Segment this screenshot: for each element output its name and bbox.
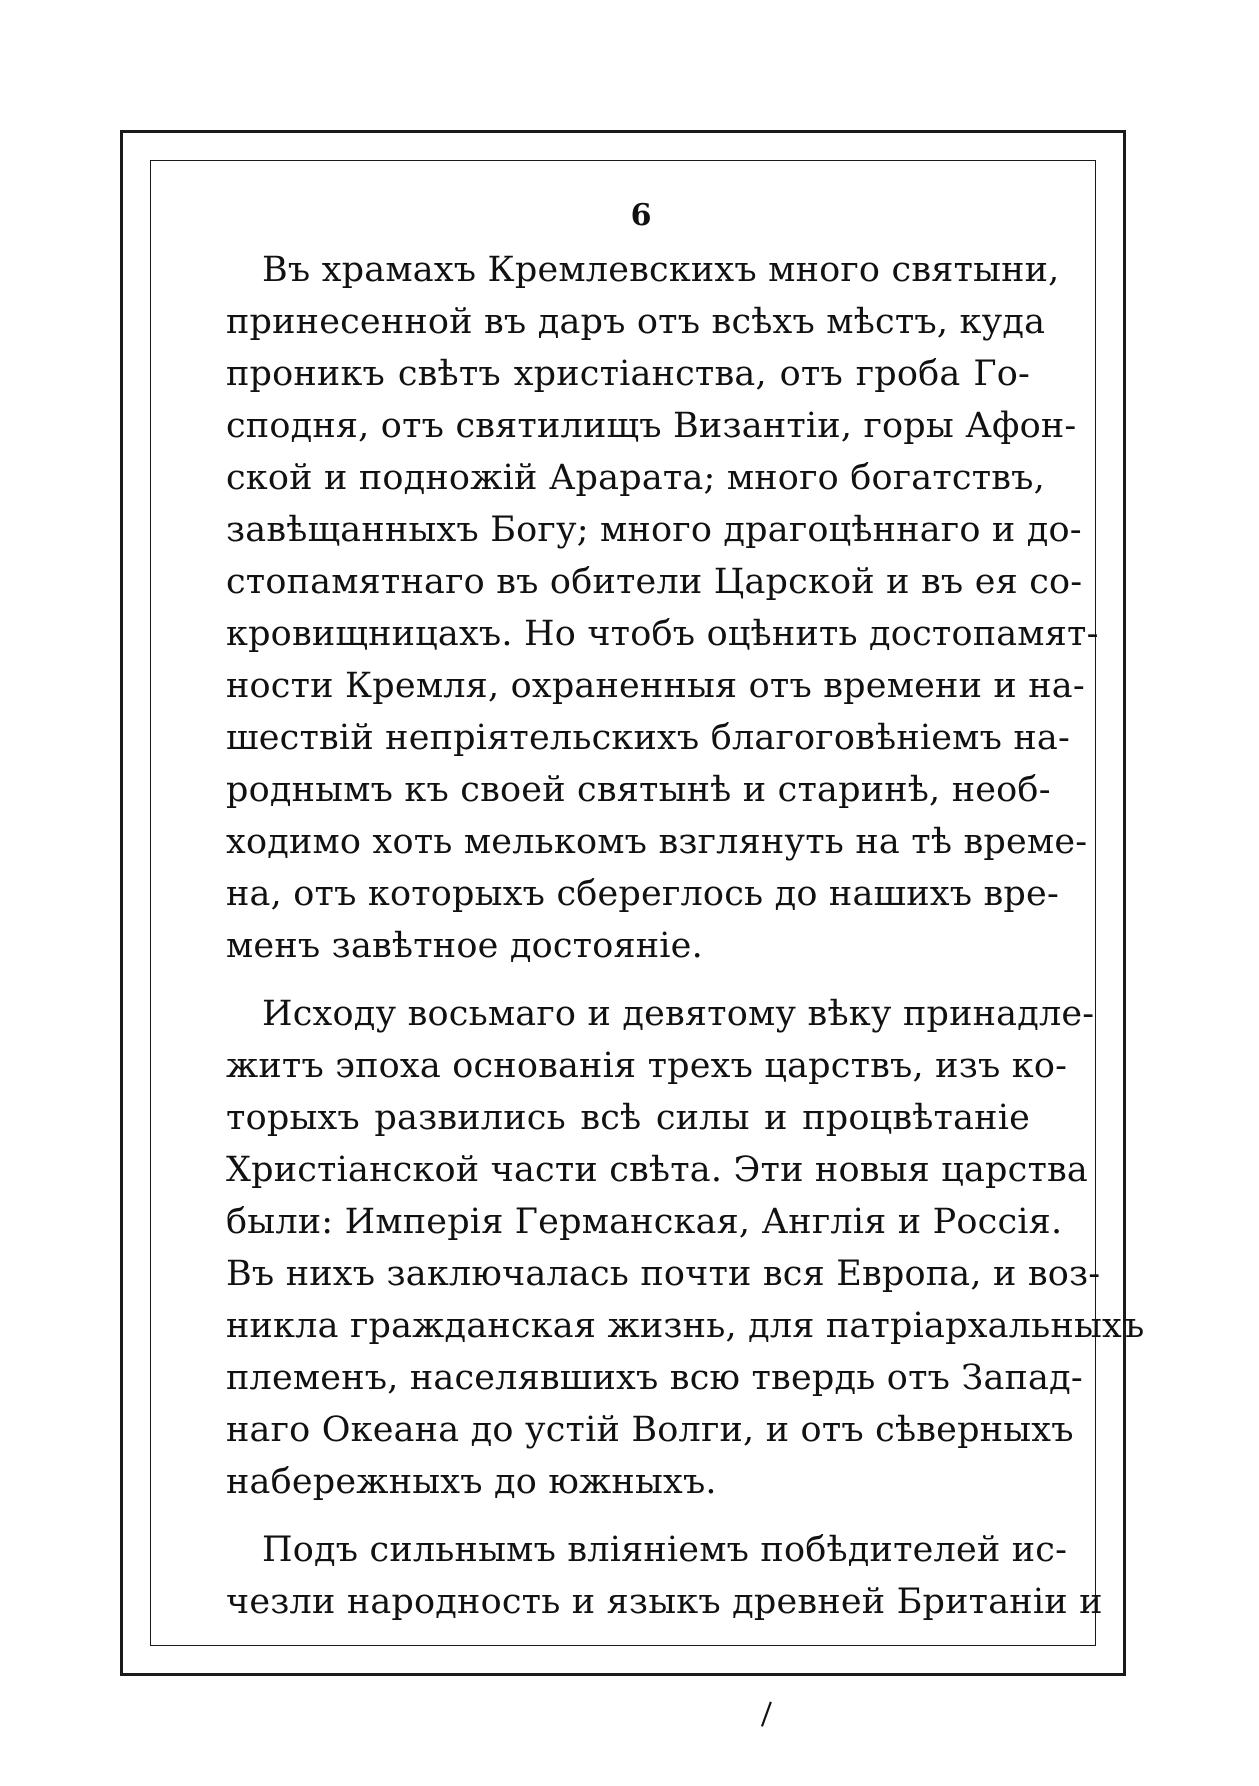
paragraph-3 [226,1524,1103,1628]
text-line: Въ нихъ заключалась почти вся Европа, и воз- [226,1254,1101,1294]
page-text [226,196,1145,1644]
text-line: шествій непріятельскихъ благоговѣніемъ на- [226,718,1070,758]
text-line: завѣщанныхъ Богу; много драгоцѣннаго и до- [226,510,1082,550]
text-line: житъ эпоха основанія трехъ царствъ, изъ ко- [226,1046,1068,1086]
text-line: ходимо хоть мелькомъ взглянуть на тѣ време- [226,822,1088,862]
text-line: племенъ, населявшихъ всю твердь отъ Запад- [226,1358,1083,1398]
text-line: кровищницахъ. Но чтобъ оцѣнить достопамят- [226,614,1099,654]
text-line: принесенной въ даръ отъ всѣхъ мѣстъ, куда [226,302,1046,342]
paragraph-2 [226,988,1145,1508]
text-line: стопамятнаго въ обители Царской и въ ея со- [226,562,1083,602]
text-line: чезли народность и языкъ древней Британіи и [226,1582,1103,1622]
text-line: проникъ свѣтъ христіанства, отъ гроба Го- [226,354,1030,394]
text-line: никла гражданская жизнь, для патріархальныхъ [226,1306,1145,1346]
page-number: 6 [630,198,652,233]
text-line: роднымъ къ своей святынѣ и старинѣ, необ- [226,770,1051,810]
text-line: Подъ сильнымъ вліяніемъ побѣдителей ис- [262,1530,1068,1570]
text-line: набережныхъ до южныхъ. [226,1462,717,1502]
text-line: менъ завѣтное достояніе. [226,926,703,966]
text-line: Христіанской части свѣта. Эти новыя царства [226,1150,1088,1190]
text-line: наго Океана до устій Волги, и отъ сѣверныхъ [226,1410,1074,1450]
text-line: Въ храмахъ Кремлевскихъ много святыни, [262,250,1060,290]
paragraph-1 [226,244,1099,972]
text-line: сподня, отъ святилищъ Византіи, горы Афон- [226,406,1077,446]
text-line: Исходу восьмаго и девятому вѣку принадле- [262,994,1095,1034]
ink-speck-icon: ❘ [751,1695,783,1731]
text-line: ской и подножій Арарата; много богатствъ, [226,458,1045,498]
text-line: были: Имперія Германская, Англія и Россія. [226,1202,1063,1242]
text-line: на, отъ которыхъ сбереглось до нашихъ вре- [226,874,1059,914]
text-line: ности Кремля, охраненныя отъ времени и на- [226,666,1085,706]
text-line: торыхъ развились всѣ силы и процвѣтаніе [226,1098,1030,1138]
